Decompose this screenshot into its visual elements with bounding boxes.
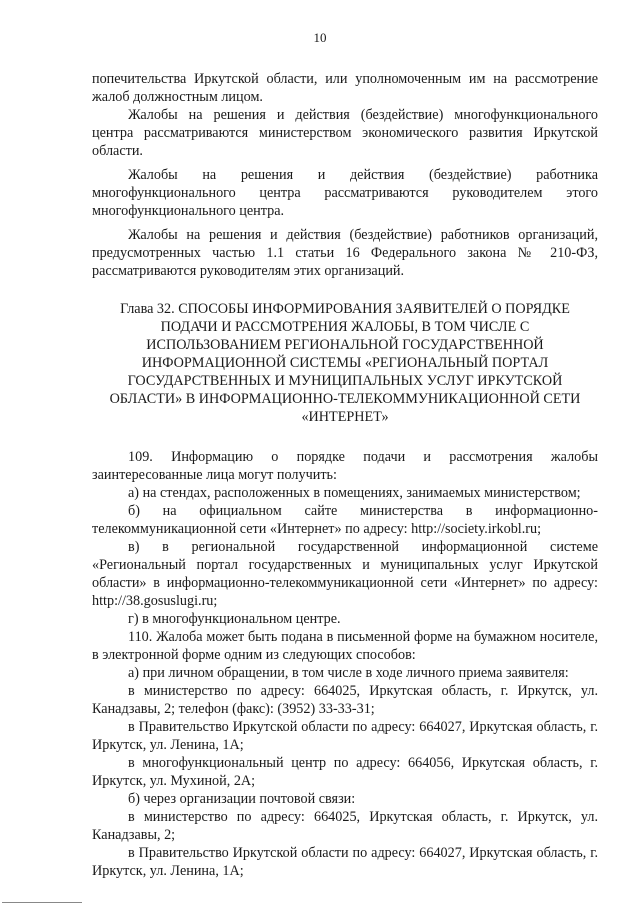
document-body [92, 70, 598, 880]
chapter-heading: Глава 32. СПОСОБЫ ИНФОРМИРОВАНИЯ ЗАЯВИТЕЛЕЙ О ПОРЯДКЕ ПОДАЧИ И РАССМОТРЕНИЯ ЖАЛОБЫ, В ТОМ ЧИСЛЕ С ИСПОЛЬЗОВАНИЕМ РЕГИОНАЛЬНОЙ ГОСУДАРСТВЕННОЙ ИНФОРМАЦИОННОЙ СИСТЕМЫ «РЕГИОНАЛЬНЫЙ ПОРТАЛ ГОСУДАРСТВЕННЫХ И МУНИЦИПАЛЬНЫХ УСЛУГ ИРКУТСКОЙ ОБЛАСТИ» В ИНФОРМАЦИОННО-ТЕЛЕКОММУНИКАЦИОННОЙ СЕТИ «ИНТЕРНЕТ» [109, 301, 581, 425]
list-item: а) при личном обращении, в том числе в ходе личного приема заявителя: [128, 665, 569, 681]
list-item: б) через организации почтовой связи: [128, 791, 356, 807]
list-item: б) на официальном сайте министерства в информационно-телекоммуникационной сети «Интернет» по адресу: http://society.irkobl.ru; [92, 503, 598, 537]
paragraph: попечительства Иркутской области, или уполномоченным им на рассмотрение жалоб должностным лицом. [92, 71, 598, 105]
list-item: в) в региональной государственной информационной системе «Региональный портал государственных и муниципальных услуг Иркутской области» в информационно-телекоммуникационной сети «Интернет» по адресу: http://38.gosuslugi.ru; [92, 539, 598, 609]
address-item: в Правительство Иркутской области по адресу: 664027, Иркутская область, г. Иркутск, ул. Ленина, 1А; [92, 845, 598, 879]
paragraph: Жалобы на решения и действия (бездействие) многофункционального центра рассматриваются министерством экономического развития Иркутской области. [92, 107, 598, 159]
paragraph: Жалобы на решения и действия (бездействие) работников организаций, предусмотренных частью 1.1 статьи 16 Федерального закона № 210-ФЗ, рассматриваются руководителям этих организаций. [92, 227, 598, 279]
paragraph: Жалобы на решения и действия (бездействие) работника многофункционального центра рассматриваются руководителем этого многофункционального центра. [92, 167, 598, 219]
address-item: в многофункциональный центр по адресу: 664056, Иркутская область, г. Иркутск, ул. Мухиной, 2А; [92, 755, 598, 789]
paragraph: 110. Жалоба может быть подана в письменной форме на бумажном носителе, в электронной форме одним из следующих способов: [92, 629, 598, 663]
footer-divider [2, 902, 82, 903]
page-number: 10 [313, 30, 327, 45]
list-item: а) на стендах, расположенных в помещениях, занимаемых министерством; [128, 485, 581, 501]
address-item: в министерство по адресу: 664025, Иркутская область, г. Иркутск, ул. Канадзавы, 2; телефон (факс): (3952) 33-33-31; [92, 683, 598, 717]
list-item: г) в многофункциональном центре. [128, 611, 341, 627]
address-item: в министерство по адресу: 664025, Иркутская область, г. Иркутск, ул. Канадзавы, 2; [92, 809, 598, 843]
address-item: в Правительство Иркутской области по адресу: 664027, Иркутская область, г. Иркутск, ул. Ленина, 1А; [92, 719, 598, 753]
paragraph: 109. Информацию о порядке подачи и рассмотрения жалобы заинтересованные лица могут получить: [92, 449, 598, 483]
